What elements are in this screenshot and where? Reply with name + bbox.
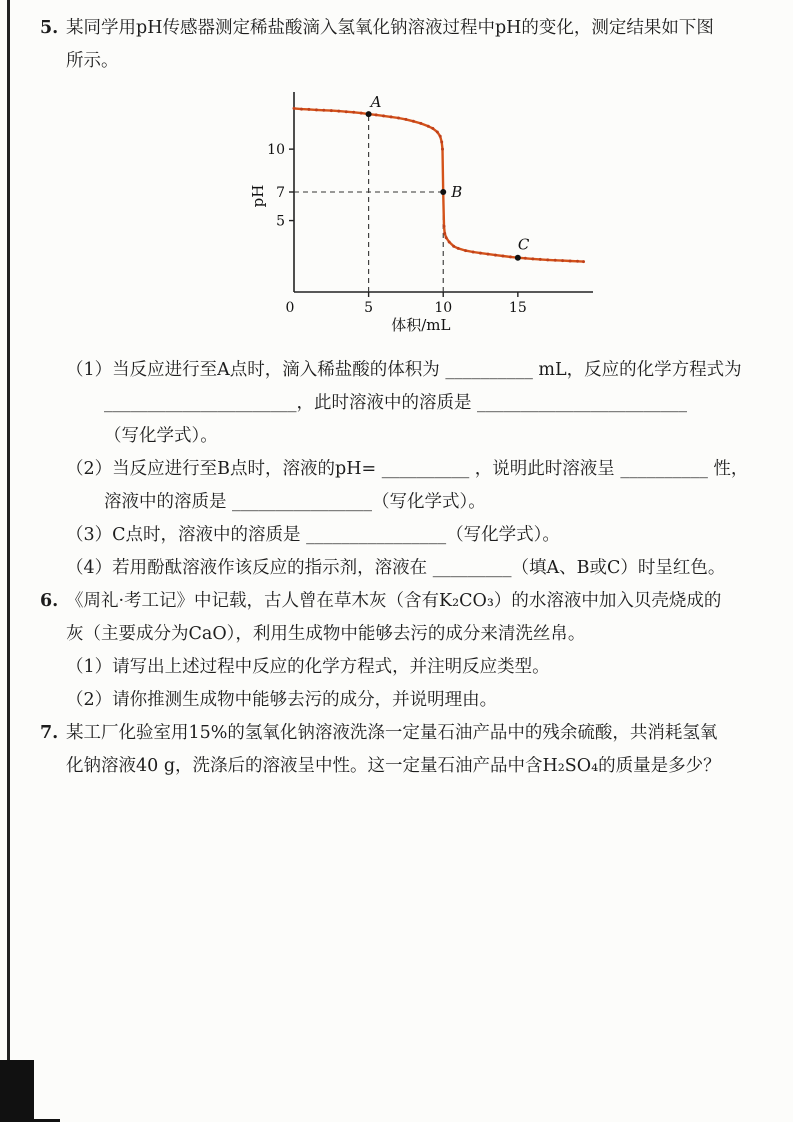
y-tick-label: 7 [276, 185, 285, 201]
curve-marker [352, 111, 355, 114]
curve-marker [382, 114, 385, 117]
ph-titration-chart [250, 84, 610, 348]
q5-part3-label: （3） [66, 525, 113, 545]
curve-marker [404, 118, 407, 121]
q5-part1-line-3: （写化学式）。 [104, 426, 218, 446]
point-B [440, 189, 446, 195]
y-axis-title: pH [250, 184, 267, 208]
q5-part1-line-2: ______________________，此时溶液中的溶质是 ________________________ [104, 393, 688, 413]
curve-marker [436, 131, 439, 134]
curve-marker [441, 148, 444, 151]
q5-part1-line-1: 当反应进行至A点时，滴入稀盐酸的体积为 __________ mL，反应的化学方程式为 [112, 360, 742, 380]
question-7-intro-line-2: 化钠溶液40 g，洗涤后的溶液呈中性。这一定量石油产品中含H₂SO₄的质量是多少？ [66, 756, 721, 776]
question-7-intro-line-1: 某工厂化验室用15%的氢氧化钠溶液洗涤一定量石油产品中的残余硫酸，共消耗氢氧 [66, 723, 718, 743]
curve-marker [337, 110, 340, 113]
curve-marker [431, 127, 434, 130]
question-6 [40, 585, 767, 717]
question-5-number: 5. [40, 18, 59, 38]
curve-marker [427, 125, 430, 128]
curve-marker [582, 260, 585, 263]
question-6-intro-line-1: 《周礼·考工记》中记载，古人曾在草木灰（含有K₂CO₃）的水溶液中加入贝壳烧成的 [66, 591, 722, 611]
curve-marker [315, 108, 318, 111]
x-tick-label: 10 [434, 300, 453, 316]
point-label-B: B [451, 183, 463, 201]
curve-marker [569, 260, 572, 263]
question-5-intro-line-2: 所示。 [66, 51, 119, 71]
curve-marker [464, 249, 467, 252]
curve-marker [439, 135, 442, 138]
curve-marker [509, 255, 512, 258]
curve-marker [360, 112, 363, 115]
q5-part3-line-1: C点时，溶液中的溶质是 ________________（写化学式）。 [112, 525, 560, 545]
q5-part2-line-2: 溶液中的溶质是 ________________（写化学式）。 [104, 492, 486, 512]
question-6-intro-line-2: 灰（主要成分为CaO），利用生成物中能够去污的成分来清洗丝帛。 [66, 624, 586, 644]
point-A [366, 111, 372, 117]
question-5-intro-line-1: 某同学用pH传感器测定稀盐酸滴入氢氧化钠溶液过程中pH的变化，测定结果如下图 [66, 18, 714, 38]
curve-marker [546, 258, 549, 261]
x-tick-label: 5 [364, 300, 374, 316]
curve-marker [501, 255, 504, 258]
curve-marker [322, 109, 325, 112]
curve-marker [531, 257, 534, 260]
curve-marker [479, 252, 482, 255]
point-C [515, 255, 521, 261]
q5-part4-line-1: 若用酚酞溶液作该反应的指示剂，溶液在 _________（填A、B或C）时呈红色。 [112, 558, 726, 578]
q5-part1-label: （1） [66, 360, 113, 380]
y-tick-label: 10 [267, 142, 285, 159]
curve-marker [494, 254, 497, 257]
ph-curve [294, 108, 584, 261]
curve-marker [472, 251, 475, 254]
x-tick-label: 15 [508, 300, 527, 316]
curve-marker [445, 236, 448, 239]
curve-marker [561, 259, 564, 262]
curve-marker [330, 109, 333, 112]
q6-part2-label: （2） [66, 690, 113, 710]
x-axis-title: 体积/mL [391, 316, 451, 334]
curve-marker [457, 247, 460, 250]
curve-marker [452, 245, 455, 248]
q6-part1-line-1: 请写出上述过程中反应的化学方程式，并注明反应类型。 [112, 657, 550, 677]
curve-marker [412, 120, 415, 123]
curve-marker [554, 259, 557, 262]
question-7 [40, 717, 767, 783]
curve-marker [440, 141, 443, 144]
curve-marker [307, 108, 310, 111]
q6-part1-label: （1） [66, 657, 113, 677]
q6-part2-line-1: 请你推测生成物中能够去污的成分，并说明理由。 [112, 690, 498, 710]
y-tick-label: 5 [276, 213, 285, 230]
question-6-number: 6. [40, 591, 59, 611]
curve-marker [419, 122, 422, 125]
curve-marker [539, 258, 542, 261]
curve-marker [487, 253, 490, 256]
curve-marker [443, 225, 446, 228]
ph-curve-svg [250, 84, 595, 336]
q5-part4-label: （4） [66, 558, 113, 578]
question-5 [40, 12, 767, 585]
curve-marker [293, 107, 296, 110]
curve-marker [576, 260, 579, 263]
curve-marker [390, 115, 393, 118]
curve-marker [524, 257, 527, 260]
question-7-number: 7. [40, 723, 59, 743]
point-label-A: A [370, 93, 382, 112]
curve-marker [375, 113, 378, 116]
curve-marker [345, 110, 348, 113]
q5-part2-label: （2） [66, 459, 113, 479]
point-label-C: C [517, 235, 530, 254]
curve-marker [443, 232, 446, 235]
curve-marker [300, 108, 303, 111]
x-tick-label: 0 [285, 300, 295, 316]
q5-part2-line-1: 当反应进行至B点时，溶液的pH= __________ ，说明此时溶液呈 __________ 性， [112, 459, 749, 479]
curve-marker [397, 117, 400, 120]
curve-marker [448, 241, 451, 244]
scan-corner-bottom-left [0, 1060, 34, 1122]
